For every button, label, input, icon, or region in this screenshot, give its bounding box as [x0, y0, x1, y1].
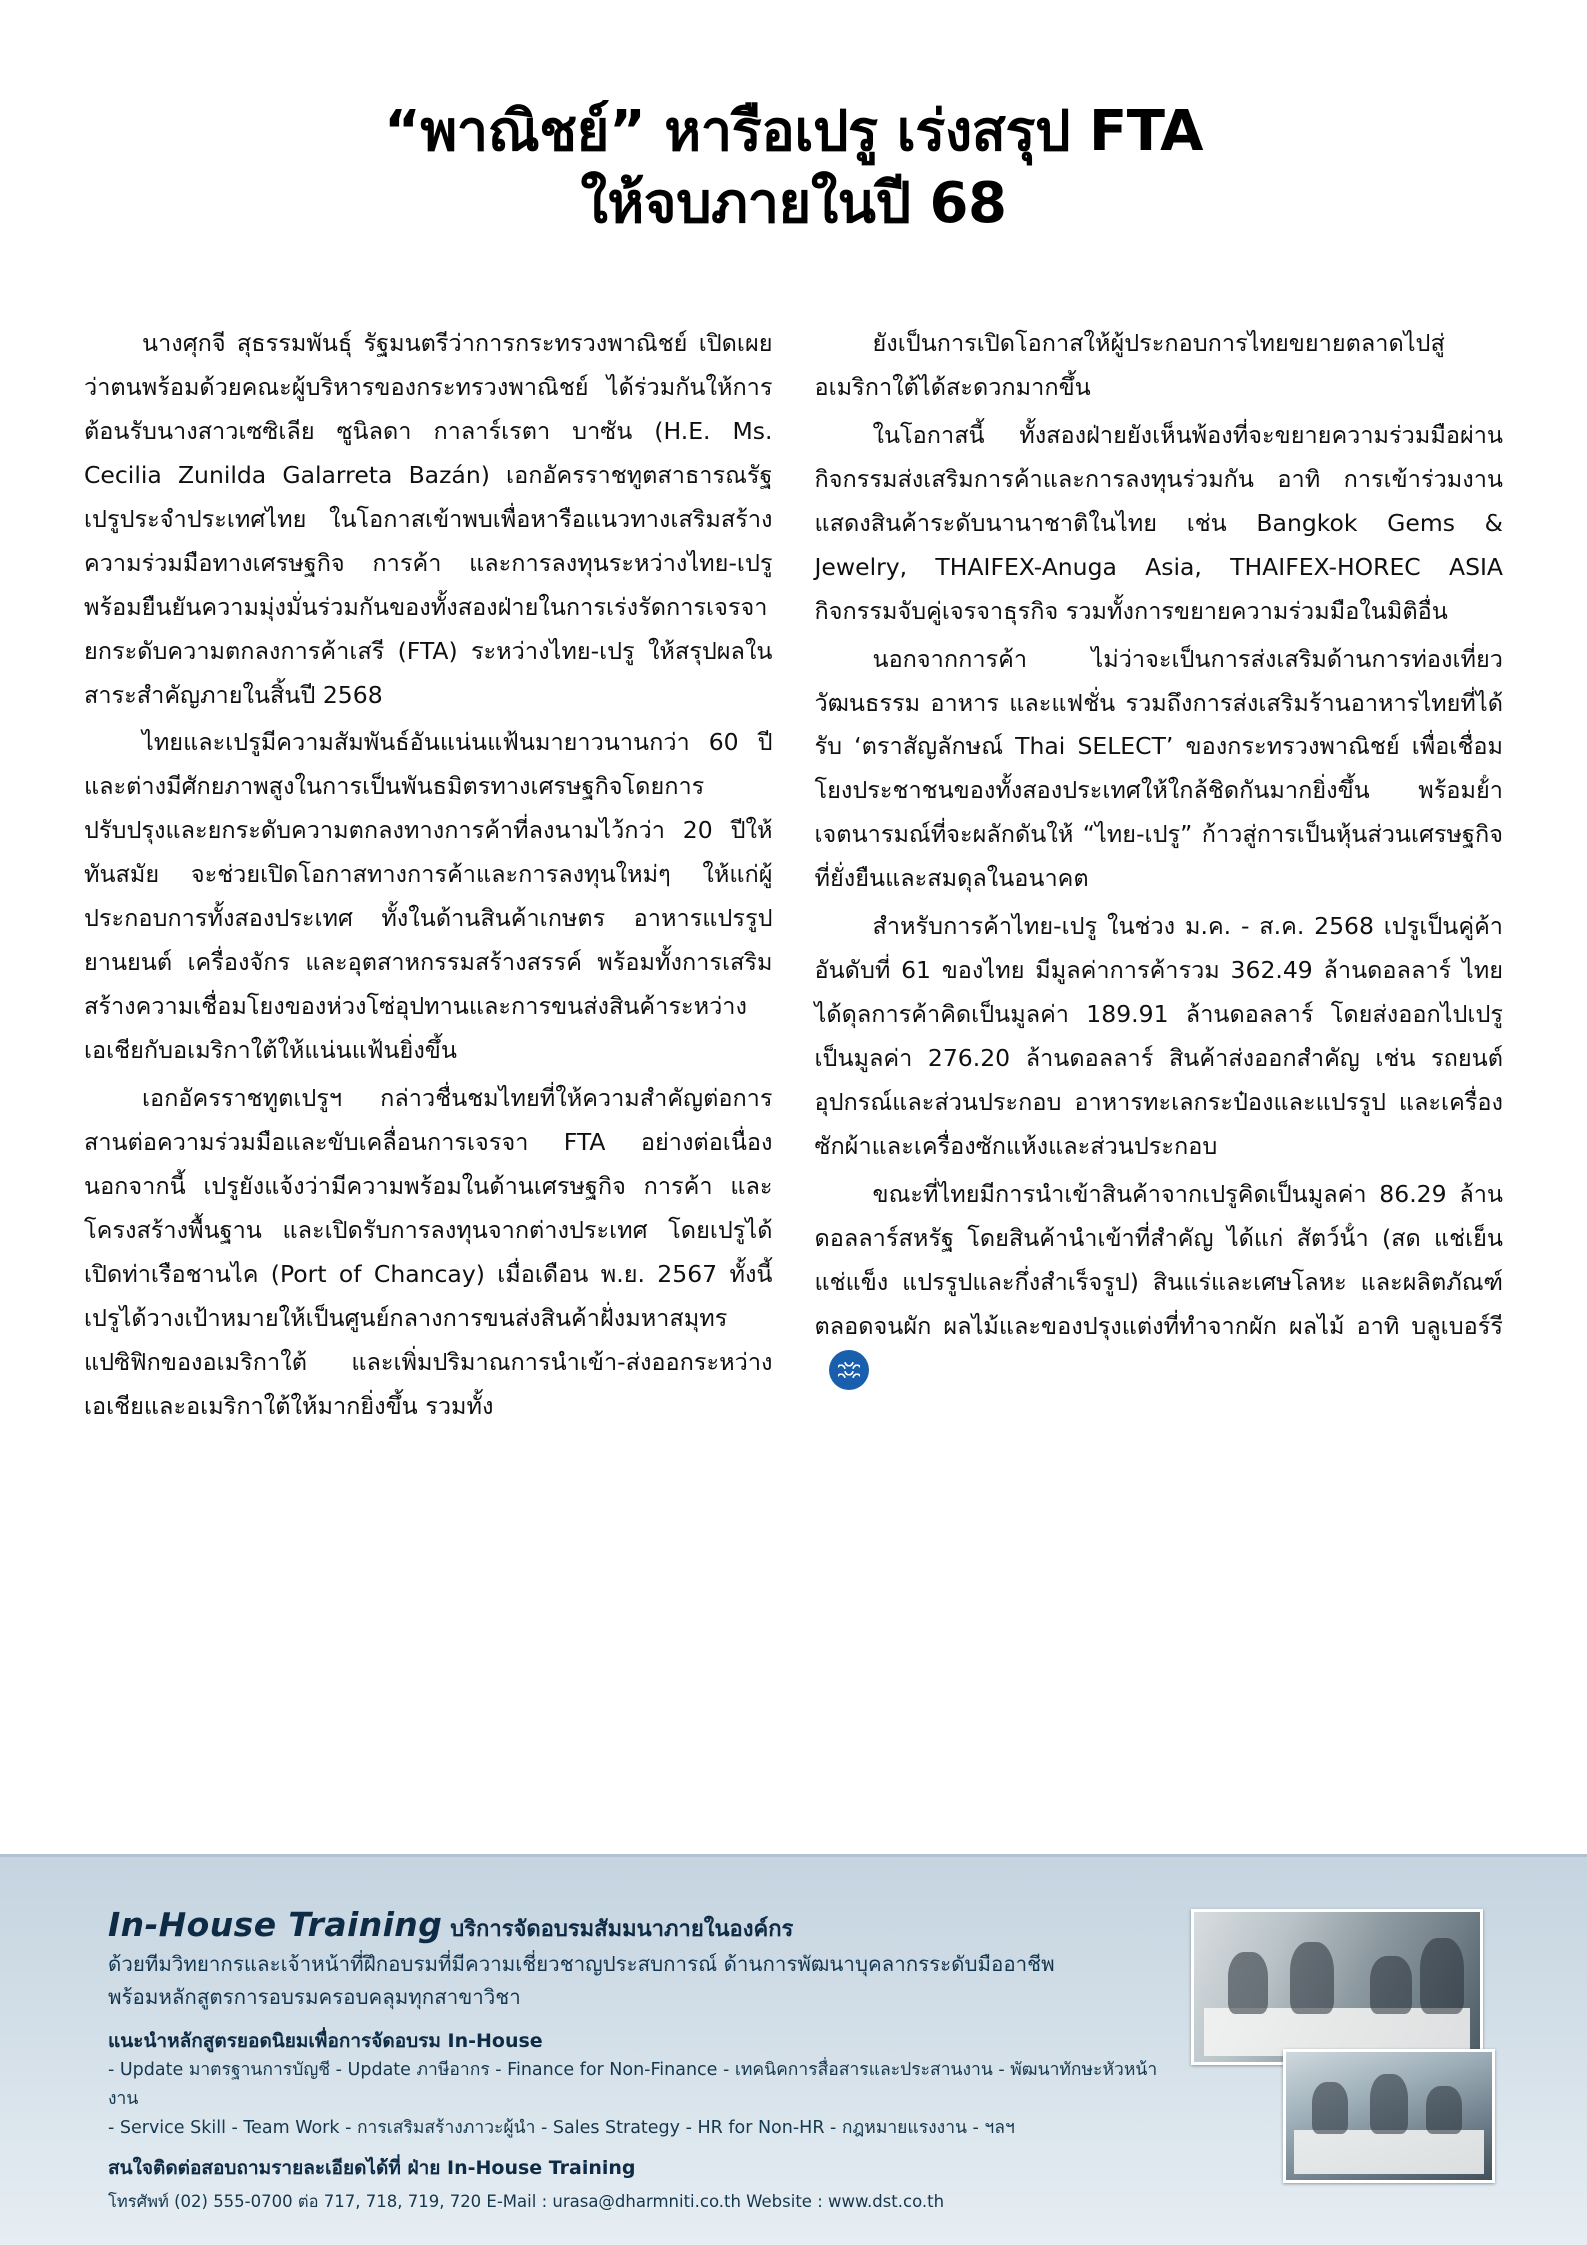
- article-body: [84, 322, 1503, 1432]
- ad-line-1: ด้วยทีมวิทยากรและเจ้าหน้าที่ฝึกอบรมที่มีความเชี่ยวชาญประสบการณ์ ด้านการพัฒนาบุคลากรระดับมืออาชีพ: [108, 1952, 1055, 1976]
- paragraph: ในโอกาสนี้ ทั้งสองฝ่ายยังเห็นพ้องที่จะขยายความร่วมมือผ่านกิจกรรมส่งเสริมการค้าและการลงทุนร่วมกัน อาทิ การเข้าร่วมงานแสดงสินค้าระดับนานาชาติในไทย เช่น Bangkok Gems & Jewelry, THAIFEX-Anuga Asia, THAIFEX-HOREC ASIA กิจกรรมจับคู่เจรจาธุรกิจ รวมทั้งการขยายความร่วมมือในมิติอื่น: [814, 420, 1503, 625]
- headline-line-1: “พาณิชย์” หารือเปรู เร่งสรุป FTA: [384, 99, 1203, 164]
- advertisement-banner[interactable]: [0, 1854, 1587, 2245]
- ad-text-block: [108, 1905, 1167, 2215]
- paragraph-text: ขณะที่ไทยมีการนําเข้าสินค้าจากเปรูคิดเป็นมูลค่า 86.29 ล้านดอลลาร์สหรัฐ โดยสินค้านําเข้าที่สําคัญ ได้แก่ สัตว์น้ํา (สด แช่เย็น แช่แข็ง แปรรูปและกึ่งสําเร็จรูป) สินแร่และเศษโลหะ และผลิตภัณฑ์ ตลอดจนผัก ผลไม้และของปรุงแต่งที่ทําจากผัก ผลไม้ อาทิ บลูเบอร์รี: [814, 1179, 1503, 1340]
- training-photo-bottom: [1283, 2049, 1495, 2183]
- ad-course-list-2: - Service Skill - Team Work - การเสริมสร้างภาวะผู้นํา - Sales Strategy - HR for Non-HR - กฎหมายแรงงาน - ฯลฯ: [108, 2118, 1015, 2139]
- left-column: [84, 322, 773, 1432]
- ad-title: [108, 1905, 1167, 1946]
- headline-line-2: ให้จบภายในปี 68: [580, 170, 1007, 236]
- paragraph: นอกจากการค้า ไม่ว่าจะเป็นการส่งเสริมด้านการท่องเที่ยว วัฒนธรรม อาหาร และแฟชั่น รวมถึงการส่งเสริมร้านอาหารไทยที่ได้รับ ‘ตราสัญลักษณ์ Thai SELECT’ ของกระทรวงพาณิชย์ เพื่อเชื่อมโยงประชาชนของทั้งสองประเทศให้ใกล้ชิดกันมากยิ่งขึ้น พร้อมย้ําเจตนารมณ์ที่จะผลักดันให้ “ไทย-เปรู” ก้าวสู่การเป็นหุ้นส่วนเศรษฐกิจที่ยั่งยืนและสมดุลในอนาคต: [814, 644, 1503, 893]
- paragraph: สําหรับการค้าไทย-เปรู ในช่วง ม.ค. - ส.ค. 2568 เปรูเป็นคู่ค้าอันดับที่ 61 ของไทย มีมูลค่าการค้ารวม 362.49 ล้านดอลลาร์ ไทยได้ดุลการค้าคิดเป็นมูลค่า 189.91 ล้านดอลลาร์ โดยส่งออกไปเปรูเป็นมูลค่า 276.20 ล้านดอลลาร์ สินค้าส่งออกสําคัญ เช่น รถยนต์ อุปกรณ์และส่วนประกอบ อาหารทะเลกระป๋องและแปรรูป และเครื่องซักผ้าและเครื่องซักแห้งและส่วนประกอบ: [814, 912, 1503, 1160]
- ad-contact-info: โทรศัพท์ (02) 555-0700 ต่อ 717, 718, 719, 720 E-Mail : urasa@dharmniti.co.th Website : www.dst.co.th: [108, 2192, 945, 2212]
- ad-line-2: พร้อมหลักสูตรการอบรมครอบคลุมทุกสาขาวิชา: [108, 1985, 521, 2010]
- paragraph: นางศุกจี สุธรรมพันธุ์ รัฐมนตรีว่าการกระทรวงพาณิชย์ เปิดเผยว่าตนพร้อมด้วยคณะผู้บริหารของกระทรวงพาณิชย์ ได้ร่วมกันให้การต้อนรับนางสาวเซซิเลีย ซูนิลดา กาลาร์เรตา บาซัน (H.E. Ms. Cecilia Zunilda Galarreta Bazán) เอกอัครราชทูตสาธารณรัฐเปรูประจําประเทศไทย ในโอกาสเข้าพบเพื่อหารือแนวทางเสริมสร้างความร่วมมือทางเศรษฐกิจ การค้า และการลงทุนระหว่างไทย-เปรู พร้อมยืนยันความมุ่งมั่นร่วมกันของทั้งสองฝ่ายในการเร่งรัดการเจรจายกระดับความตกลงการค้าเสรี (FTA) ระหว่างไทย-เปรู ให้สรุปผลในสาระสําคัญภายในสิ้นปี 2568: [84, 329, 773, 709]
- training-photo-top: [1191, 1909, 1483, 2065]
- paragraph: ไทยและเปรูมีความสัมพันธ์อันแน่นแฟ้นมายาวนานกว่า 60 ปี และต่างมีศักยภาพสูงในการเป็นพันธมิตรทางเศรษฐกิจโดยการปรับปรุงและยกระดับความตกลงทางการค้าที่ลงนามไว้กว่า 20 ปีให้ทันสมัย จะช่วยเปิดโอกาสทางการค้าและการลงทุนใหม่ๆ ให้แก่ผู้ประกอบการทั้งสองประเทศ ทั้งในด้านสินค้าเกษตร อาหารแปรรูป ยานยนต์ เครื่องจักร และอุตสาหกรรมสร้างสรรค์ พร้อมทั้งการเสริมสร้างความเชื่อมโยงของห่วงโซ่อุปทานและการขนส่งสินค้าระหว่างเอเชียกับอเมริกาใต้ให้แน่นแฟ้นยิ่งขึ้น: [84, 728, 773, 1064]
- publisher-logo-icon: [829, 1350, 869, 1390]
- ad-title-sub: บริการจัดอบรมสัมมนาภายในองค์กร: [450, 1917, 794, 1942]
- paragraph-last: [815, 1173, 1504, 1393]
- ad-subheading: แนะนําหลักสูตรยอดนิยมเพื่อการจัดอบรม In-House: [108, 2030, 543, 2053]
- paragraph: เอกอัครราชทูตเปรูฯ กล่าวชื่นชมไทยที่ให้ความสําคัญต่อการสานต่อความร่วมมือและขับเคลื่อนการเจรจา FTA อย่างต่อเนื่อง นอกจากนี้ เปรูยังแจ้งว่ามีความพร้อมในด้านเศรษฐกิจ การค้า และโครงสร้างพื้นฐาน และเปิดรับการลงทุนจากต่างประเทศ โดยเปรูได้เปิดท่าเรือชานไค (Port of Chancay) เมื่อเดือน พ.ย. 2567 ทั้งนี้ เปรูได้วางเป้าหมายให้เป็นศูนย์กลางการขนส่งสินค้าฝั่งมหาสมุทรแปซิฟิกของอเมริกาใต้ และเพิ่มปริมาณการนําเข้า-ส่งออกระหว่างเอเชียและอเมริกาใต้ให้มากยิ่งขึ้น รวมทั้ง: [84, 1083, 773, 1420]
- paragraph: ยังเป็นการเปิดโอกาสให้ผู้ประกอบการไทยขยายตลาดไปสู่อเมริกาใต้ได้สะดวกมากขึ้น: [814, 329, 1445, 401]
- page-title: [0, 0, 1587, 239]
- ad-photo-group: [1191, 1909, 1491, 2199]
- ad-cta-text: สนใจติดต่อสอบถามรายละเอียดได้ที่ ฝ่าย In-House Training: [108, 2157, 636, 2180]
- ad-title-main: In-House Training: [108, 1905, 443, 1944]
- right-column: [815, 322, 1504, 1432]
- ad-course-list-1: - Update มาตรฐานการบัญชี - Update ภาษีอากร - Finance for Non-Finance - เทคนิคการสื่อสารและประสานงาน - พัฒนาทักษะหัวหน้างาน: [108, 2060, 1158, 2110]
